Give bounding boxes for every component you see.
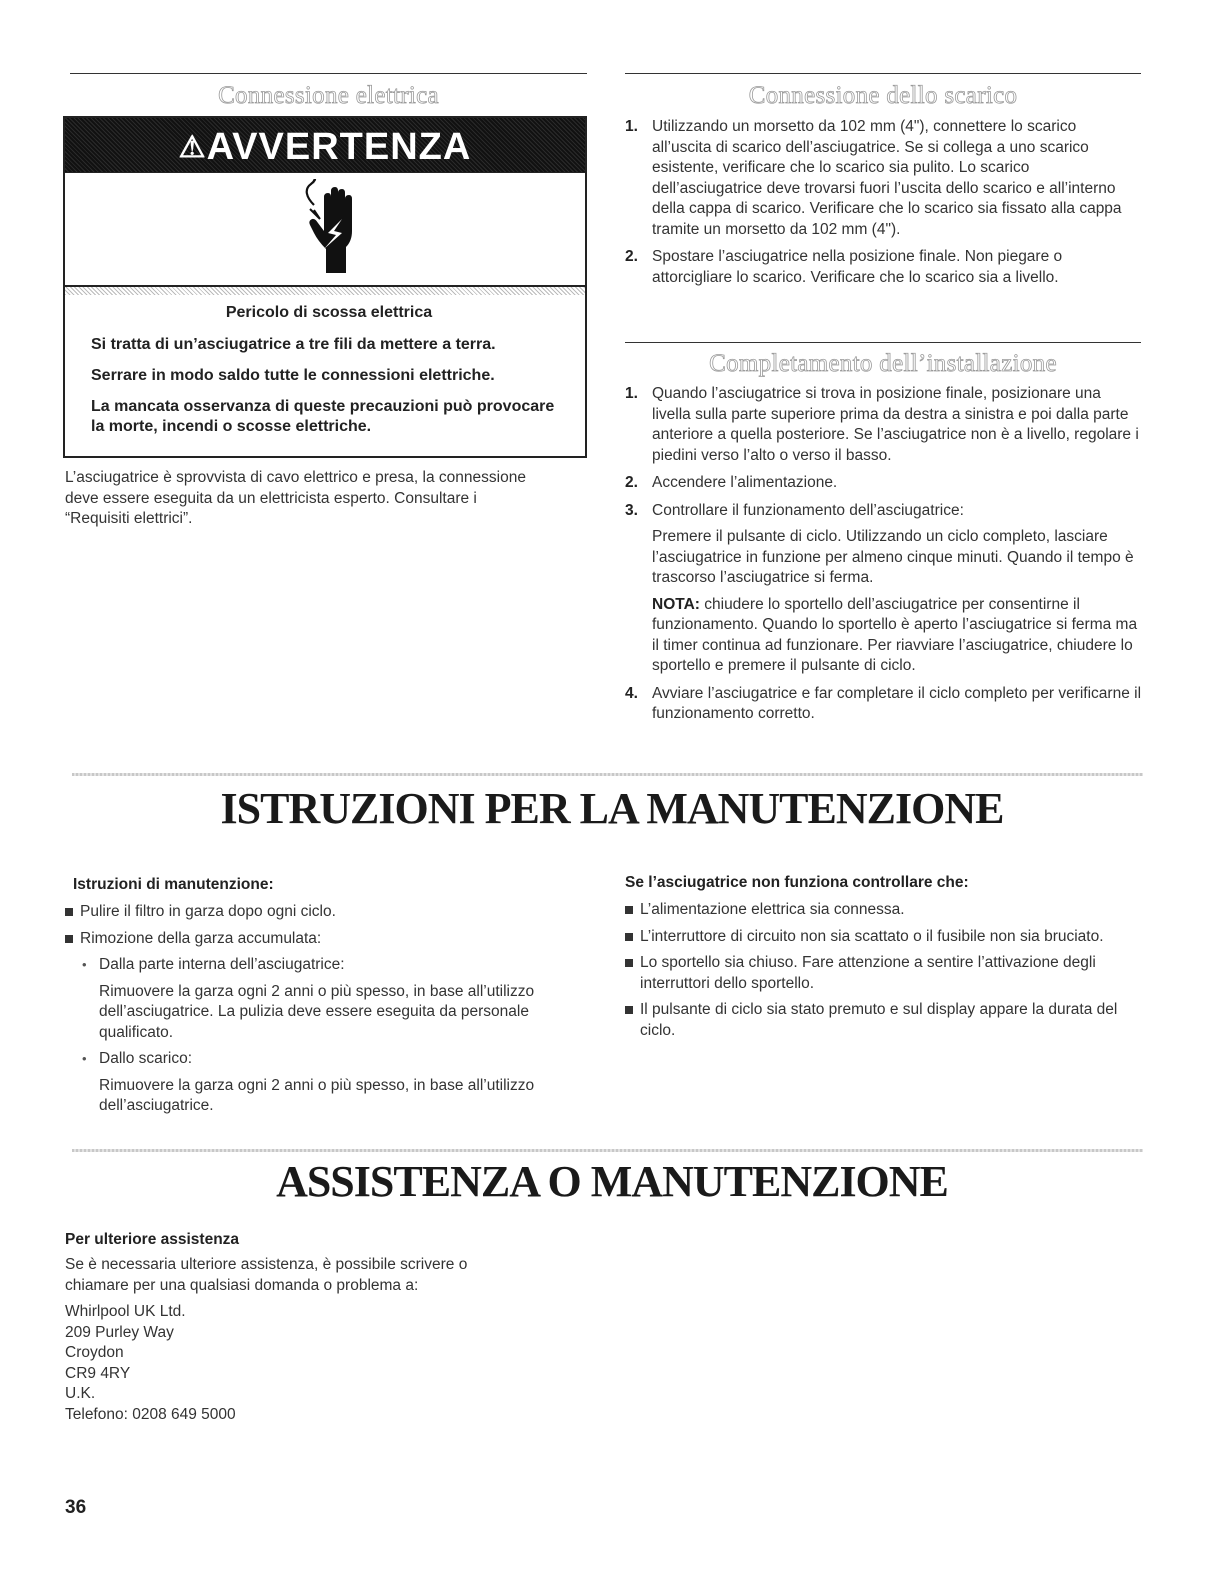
bullet-text: L’interruttore di circuito non sia scattato o il fusibile non sia bruciato. xyxy=(640,927,1104,945)
step-number: 2. xyxy=(625,248,638,265)
warning-line: La mancata osservanza di queste precauzioni può provocare la morte, incendi o scosse elettriche. xyxy=(91,398,555,435)
step-text: Accendere l’alimentazione. xyxy=(652,474,838,491)
electric-shock-hand-icon xyxy=(65,173,585,287)
bullet-text: Il pulsante di ciclo sia stato premuto e sul display appare la durata del ciclo. xyxy=(640,1001,1118,1039)
list-item xyxy=(625,927,1125,948)
drain-steps xyxy=(625,117,1137,295)
completion-steps xyxy=(625,384,1143,732)
troubleshoot-heading: Se l’asciugatrice non funziona controllare che: xyxy=(625,874,969,891)
step-detail: Premere il pulsante di ciclo. Utilizzando un ciclo completo, lasciare l’asciugatrice in funzione per almeno cinque minuti. Quando il tempo è trascorso l’asciugatrice si ferma. xyxy=(652,528,1134,586)
address-line: 209 Purley Way xyxy=(65,1323,174,1341)
list-item xyxy=(625,473,1143,494)
service-intro: Se è necessaria ulteriore assistenza, è possibile scrivere o chiamare per una qualsiasi domanda o problema a: xyxy=(65,1256,468,1294)
step-note xyxy=(652,595,1143,677)
address-line: U.K. xyxy=(65,1385,96,1402)
warning-line: Si tratta di un’asciugatrice a tre fili da mettere a terra. xyxy=(91,336,496,353)
maintenance-heading: Istruzioni di manutenzione: xyxy=(73,876,274,893)
step-number: 3. xyxy=(625,501,638,519)
sub-bullet-detail: Rimuovere la garza ogni 2 anni o più spesso, in base all’utilizzo dell’asciugatrice. La pulizia deve essere eseguita da personale qualificato. xyxy=(99,982,535,1041)
service-heading: Per ulteriore assistenza xyxy=(65,1231,240,1248)
list-item xyxy=(625,900,1125,921)
sub-bullet-detail: Rimuovere la garza ogni 2 anni o più spesso, in base all’utilizzo dell’asciugatrice. xyxy=(99,1076,535,1114)
warning-triangle-icon: ⚠ xyxy=(178,131,207,164)
list-item xyxy=(625,501,1143,677)
list-item xyxy=(625,1000,1125,1041)
list-item xyxy=(625,247,1137,288)
list-item xyxy=(625,684,1143,725)
section-title-completion: Completamento dell’installazione xyxy=(709,350,1057,377)
page-number: 36 xyxy=(65,1497,87,1518)
warning-header xyxy=(65,118,585,173)
list-item xyxy=(80,955,575,1043)
step-text: Utilizzando un morsetto da 102 mm (4"), connettere lo scarico all’uscita di scarico dell’asciugatrice. Se si collega a uno scarico esistente, verificare che lo scarico sia pulito. Lo scarico dell’asciugatrice deve trovarsi fuori l’uscita dello scarico e all’interno della cappa di scarico. Verificare che lo scarico sia fissato alla cappa tramite un morsetto da 102 mm (4"). xyxy=(652,118,1122,238)
maintenance-title: ISTRUZIONI PER LA MANUTENZIONE xyxy=(220,784,1004,833)
warning-line: Serrare in modo saldo tutte le connessioni elettriche. xyxy=(91,367,495,384)
top-rule-right xyxy=(625,73,1141,74)
section-title-electrical: Connessione elettrica xyxy=(218,82,439,109)
step-number: 1. xyxy=(625,385,638,402)
bullet-text: Rimozione della garza accumulata: xyxy=(80,929,322,947)
maintenance-divider xyxy=(72,773,1143,776)
address-line: Croydon xyxy=(65,1344,124,1361)
note-label: NOTA: xyxy=(652,595,700,613)
sub-bullet-text: Dalla parte interna dell’asciugatrice: xyxy=(99,956,345,973)
bullet-text: Pulire il filtro in garza dopo ogni ciclo. xyxy=(80,903,336,920)
maintenance-list xyxy=(65,902,575,1123)
bullet-text: Lo sportello sia chiuso. Fare attenzione a sentire l’attivazione degli interruttori dello sportello. xyxy=(640,954,1096,992)
step-text: Quando l’asciugatrice si trova in posizione finale, posizionare una livella sulla parte superiore prima da destra a sinistra e poi dalla parte anteriore a quella posteriore. Se l’asciugatrice non è a livello, regolare i piedini verso l’alto o verso il basso. xyxy=(652,385,1139,464)
address-line: Whirlpool UK Ltd. xyxy=(65,1303,186,1320)
service-title: ASSISTENZA O MANUTENZIONE xyxy=(276,1157,948,1206)
list-item xyxy=(625,384,1143,466)
troubleshoot-list xyxy=(625,900,1125,1047)
sub-bullet-text: Dallo scarico: xyxy=(99,1050,193,1067)
list-item xyxy=(80,1049,575,1117)
hazard-title: Pericolo di scossa elettrica xyxy=(225,304,433,321)
step-text: Controllare il funzionamento dell’asciugatrice: xyxy=(652,501,964,519)
sub-list xyxy=(80,955,575,1117)
list-item xyxy=(65,902,575,923)
note-text: chiudere lo sportello dell’asciugatrice per consentirne il funzionamento. Quando lo sportello è aperto l’asciugatrice si ferma ma il timer continua ad funzionare. Per riavviare l’asciugatrice, chiudere lo sportello e premere il pulsante di ciclo. xyxy=(652,595,1138,674)
step-number: 2. xyxy=(625,474,638,491)
warning-text xyxy=(65,295,585,437)
warning-box xyxy=(63,116,587,458)
step-number: 1. xyxy=(625,118,638,135)
section-title-drain: Connessione dello scarico xyxy=(748,82,1018,109)
bullet-text: L’alimentazione elettrica sia connessa. xyxy=(640,901,905,918)
warning-divider-band xyxy=(65,287,585,295)
top-rule-left xyxy=(70,73,587,74)
step-text: Spostare l’asciugatrice nella posizione finale. Non piegare o attorcigliare lo scarico. Verificare che lo scarico sia a livello. xyxy=(652,248,1063,286)
electrical-body-text: L’asciugatrice è sprovvista di cavo elettrico e presa, la connessione deve essere eseguita da un elettricista esperto. Consultare i “Requisiti elettrici”. xyxy=(65,469,526,527)
completion-rule xyxy=(625,342,1141,343)
step-number: 4. xyxy=(625,684,638,702)
warning-header-text: AVVERTENZA xyxy=(206,126,472,168)
service-address xyxy=(65,1302,236,1425)
list-item xyxy=(625,953,1125,994)
phone-line: Telefono: 0208 649 5000 xyxy=(65,1405,236,1423)
service-divider xyxy=(72,1149,1143,1152)
step-text: Avviare l’asciugatrice e far completare il ciclo completo per verificarne il funzionamento corretto. xyxy=(652,684,1142,722)
address-line: CR9 4RY xyxy=(65,1364,131,1382)
list-item xyxy=(625,117,1137,240)
list-item xyxy=(65,929,575,1117)
